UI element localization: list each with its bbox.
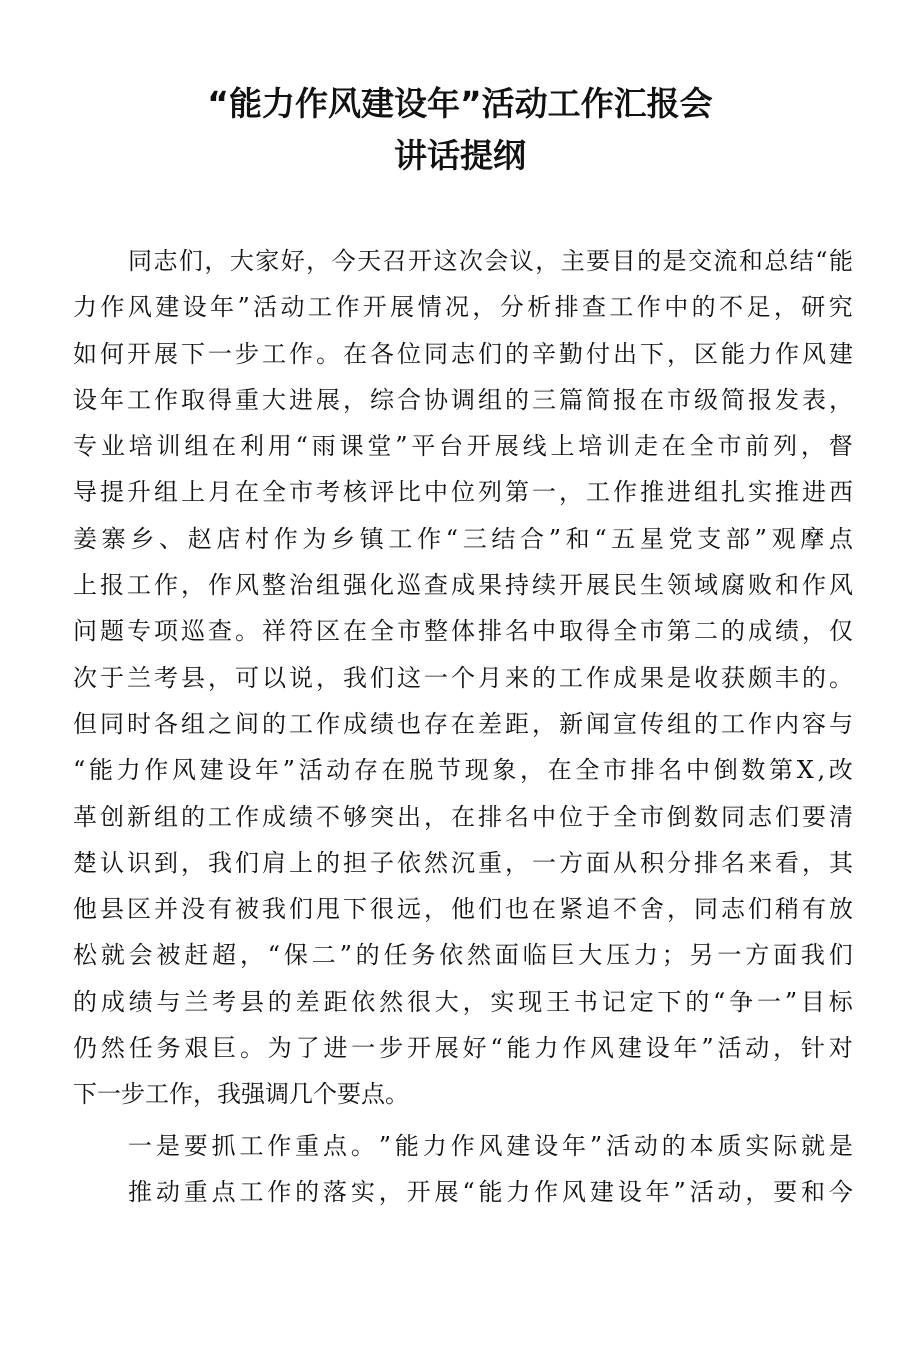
paragraph-line: 楚 认 识 到 ， 我 们 肩 上 的 担 子 依 然 沉 重 ， 一 方 面 从 积 分 排 名 来 看 ， 其 [73,848,853,877]
paragraph-line: 专 业 培 训 组 在 利 用 “ 雨 课 堂 ” 平 台 开 展 线 上 培 训 走 在 全 市 前 列 ， 督 [73,432,853,461]
document-body [73,238,853,1215]
paragraph-line: 上 报 工 作 ， 作 风 整 治 组 强 化 巡 查 成 果 持 续 开 展 民 生 领 域 腐 败 和 作 风 [73,571,853,600]
paragraph-line: 他 县 区 并 没 有 被 我 们 甩 下 很 远 ， 他 们 也 在 紧 追 不 舍 ， 同 志 们 稍 有 放 [73,895,853,924]
paragraph-line: 姜 寨 乡 、 赵 店 村 作 为 乡 镇 工 作 “ 三 结 合 ” 和 “ 五 星 党 支 部 ” 观 摩 点 [73,524,853,553]
paragraph-line: 次 于 兰 考 县 ， 可 以 说 ， 我 们 这 一 个 月 来 的 工 作 成 果 是 收 获 颇 丰 的 。 [73,663,853,692]
document-title: “能力作风建设年”活动工作汇报会 [207,84,713,123]
paragraph-line: 导 提 升 组 上 月 在 全 市 考 核 评 比 中 位 列 第 一 ， 工 作 推 进 组 扎 实 推 进 西 [73,478,853,507]
paragraph-line: 但 同 时 各 组 之 间 的 工 作 成 绩 也 存 在 差 距 ， 新 闻 宣 传 组 的 工 作 内 容 与 [73,709,853,738]
paragraph-line: 力 作 风 建 设 年 ” 活 动 工 作 开 展 情 况 ， 分 析 排 查 工 作 中 的 不 足 ， 研 究 [73,293,853,322]
paragraph-line: 仍 然 任 务 艰 巨 。 为 了 进 一 步 开 展 好 “ 能 力 作 风 建 设 年 ” 活 动 ， 针 对 [73,1034,853,1063]
paragraph-line: 如 何 开 展 下 一 步 工 作 。 在 各 位 同 志 们 的 辛 勤 付 出 下 ， 区 能 力 作 风 建 [73,339,853,368]
paragraph-line: 革 创 新 组 的 工 作 成 绩 不 够 突 出 ， 在 排 名 中 位 于 全 市 倒 数 同 志 们 要 清 [73,802,853,831]
paragraph-line: 问 题 专 项 巡 查 。 祥 符 区 在 全 市 整 体 排 名 中 取 得 全 市 第 二 的 成 绩 ， 仅 [73,617,853,646]
paragraph-line: “ 能 力 作 风 建 设 年 ” 活 动 存 在 脱 节 现 象 ， 在 全 市 排 名 中 倒 数 第 X , 改 [73,756,853,785]
paragraph-line: 同 志 们 ， 大 家 好 ， 今 天 召 开 这 次 会 议 ， 主 要 目 的 是 交 流 和 总 结 “ 能 [128,247,853,275]
document-subtitle: 讲话提纲 [394,136,526,175]
paragraph-line: 的 成 绩 与 兰 考 县 的 差 距 依 然 很 大 ， 实 现 王 书 记 定 下 的 “ 争 一 ” 目 标 [73,987,853,1016]
paragraph-line: 一 是 要 抓 工 作 重 点 。 ” 能 力 作 风 建 设 年 ” 活 动 的 本 质 实 际 就 是 [128,1131,853,1160]
paragraph-line: 推 动 重 点 工 作 的 落 实 ， 开 展 “ 能 力 作 风 建 设 年 ” 活 动 ， 要 和 今 [128,1177,853,1206]
paragraph-line: 松 就 会 被 赶 超 ， “ 保 二 ” 的 任 务 依 然 面 临 巨 大 压 力 ； 另 一 方 面 我 们 [73,941,853,970]
paragraph-line: 下一步工作，我强调几个要点。 [73,1080,409,1109]
paragraph-line: 设 年 工 作 取 得 重 大 进 展 ， 综 合 协 调 组 的 三 篇 简 报 在 市 级 简 报 发 表 ， [73,385,853,414]
